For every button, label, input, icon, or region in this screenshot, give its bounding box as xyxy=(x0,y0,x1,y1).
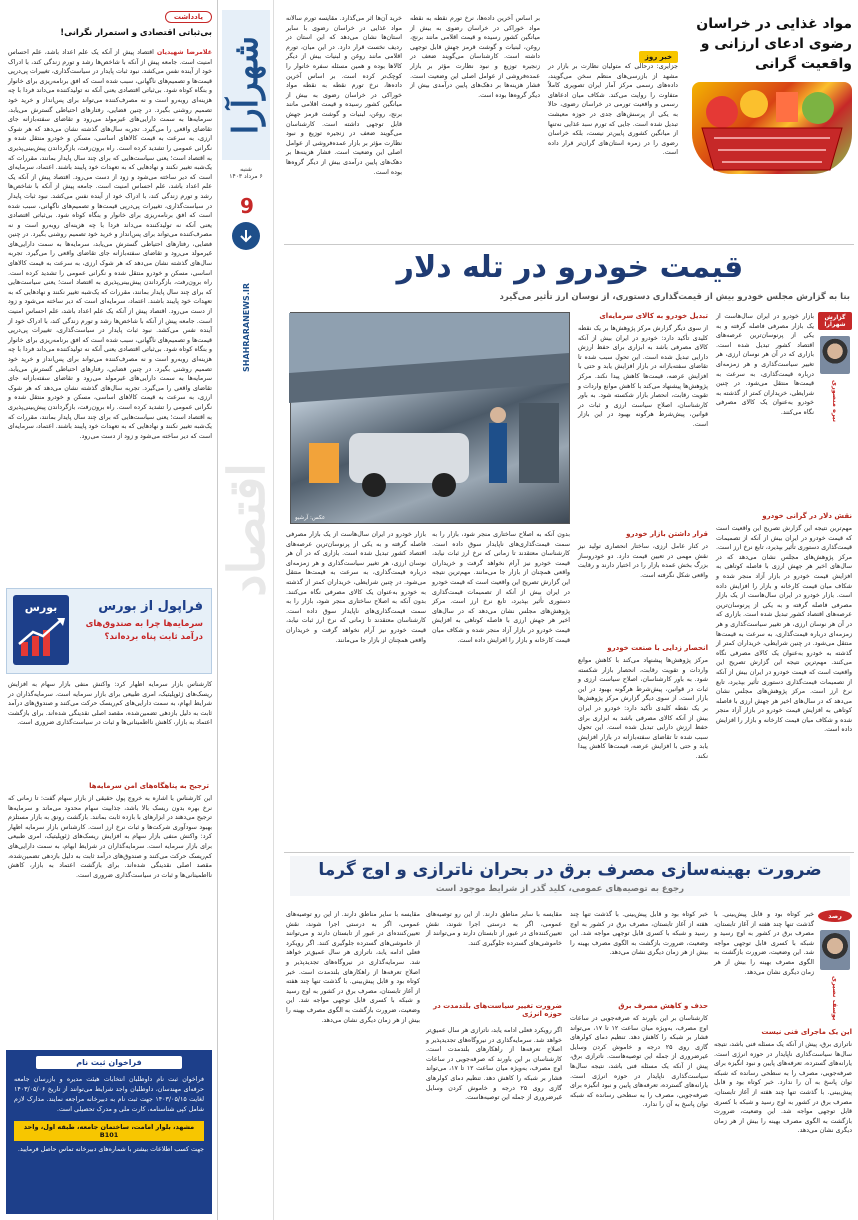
power-col-left-cont2: خبر کوتاه بود و قابل پیش‌بینی. با گذشت تنها چند هفته از آغاز تابستان، مصرف برق در کشور به اوج رسید و شبکه با کسری قابل توجهی مواجه شد. این وضعیت، ضرورت بازگشت به الگوی مصرف بهینه را بیش از هر زمان دیگری نشان می‌دهد. xyxy=(286,968,420,1024)
note-text-repeat: اقتصاد پیش از آنکه یک علم اعداد باشد، علم احساس امنیت است. جامعه پیش از آنکه با شاخص‌ها رشد و تورم زندگی کند، با ادراک خود از آینده نفس می‌کشد. نبود ثبات پایدار در سیاست‌گذاری، تغییرات پی‌درپی قیمت‌ها و تصمیم‌های ناگهانی، سبب شده است که افق برنامه‌ریزی برای خانوار و بنگاه کوتاه شود. بی‌ثباتی اقتصادی یعنی آنکه نه تولیدکننده می‌داند فردا با چه هزینه‌ای روبه‌رو است و نه مصرف‌کننده می‌تواند برای پس‌انداز و خرید خود تصمیم روشنی بگیرد. در چنین فضایی، رفتارهای احتیاطی گسترش می‌یابد، سرمایه‌ها به سمت دارایی‌های غیرمولد می‌رود و تقاضای سفته‌بازانه جای تقاضای واقعی را می‌گیرد. تجربه سال‌های گذشته نشان می‌دهد که هر شوک ارزی، به سرعت به قیمت کالاهای اساسی، مسکن و خودرو منتقل شده و نگرانی عمومی را تشدید کرده است. راه برون‌رفت، بازگرداندن پیش‌بینی‌پذیری به اقتصاد است؛ یعنی سیاست‌هایی که برای چند سال پایدار بمانند، مقررات که یک‌شبه تغییر نکنند و نهادهایی که به تعهدات خود پایبند باشند. اعتماد، سرمایه‌ای است که دیر ساخته می‌شود و زود از دست می‌رود. xyxy=(8,173,212,316)
note-text: اقتصاد پیش از آنکه یک علم اعداد باشد، علم احساس امنیت است. جامعه پیش از آنکه با شاخص‌ها رشد و تورم زندگی کند، با ادراک خود از آینده نفس می‌کشد. نبود ثبات پایدار در سیاست‌گذاری، تغییرات پی‌درپی قیمت‌ها و تصمیم‌های ناگهانی، سبب شده است که افق برنامه‌ریزی برای خانوار و بنگاه کوتاه شود. بی‌ثباتی اقتصادی یعنی آنکه نه تولیدکننده می‌داند فردا با چه هزینه‌ای روبه‌رو است و نه مصرف‌کننده می‌تواند برای پس‌انداز و خرید خود تصمیم روشنی بگیرد. در چنین فضایی، رفتارهای احتیاطی گسترش می‌یابد، سرمایه‌ها به سمت دارایی‌های غیرمولد می‌رود و تقاضای سفته‌بازانه جای تقاضای واقعی را می‌گیرد. تجربه سال‌های گذشته نشان می‌دهد که هر شوک ارزی، به سرعت به قیمت کالاهای اساسی، مسکن و خودرو منتقل شده و نگرانی عمومی را تشدید کرده است. راه برون‌رفت، بازگرداندن پیش‌بینی‌پذیری به اقتصاد است؛ یعنی سیاست‌هایی که برای چند سال پایدار بمانند، مقررات که یک‌شبه تغییر نکنند و نهادهایی که به تعهدات خود پایبند باشند. اعتماد، سرمایه‌ای است که دیر ساخته می‌شود و زود از دست می‌رود. xyxy=(8,49,212,181)
reporter-photo xyxy=(820,336,850,374)
car-col-mid-head: تبدیل خودرو به کالای سرمایه‌ای xyxy=(599,312,708,320)
divider xyxy=(284,244,854,245)
car-col-mid3 xyxy=(578,656,708,850)
power-col-mid2-cont: کارشناسان بر این باورند که صرفه‌جویی در ساعات اوج مصرف، به‌ویژه میان ساعت ۱۲ تا ۱۷، می‌تواند فشار بر شبکه را کاهش دهد. تنظیم دمای کولرهای گازی روی ۲۵ درجه و خاموش کردن وسایل غیرضروری از جمله این توصیه‌هاست. xyxy=(426,1055,562,1102)
bourse-heading xyxy=(69,599,203,644)
car-col-right-cont: بازار خودرو در ایران سال‌هاست از یک بازار مصرفی فاصله گرفته و به یکی از پرنوسان‌ترین عرصه‌های اقتصاد کشور تبدیل شده است. بازاری که در آن هر نوسان ارزی، هر تغییر سیاست‌گذاری و هر زمزمه‌ای درباره قیمت‌گذاری، به سرعت به قیمت‌ها منتقل می‌شود. در چنین شرایطی، خریداران کمتر از گذشته به خودرو به‌عنوان یک کالای مصرفی نگاه می‌کنند. xyxy=(716,592,852,667)
logo-block xyxy=(222,10,270,160)
bourse-body2-text: این کارشناس با اشاره به خروج پول حقیقی از بازار سهام گفت: تا زمانی که نرخ بهره بدون ریسک بالا باشد، جذابیت سهام محدود می‌ماند و سرمایه‌ها ترجیح می‌دهند در ابزارهای با بازده ثابت بمانند. بازگشت رونق به بازار مستلزم بهبود سودآوری شرکت‌ها و ثبات نرخ ارز است. xyxy=(8,795,212,831)
ad-body: فراخوان ثبت نام داوطلبان انتخابات هیئت مدیره و بازرسان جامعه حرفه‌ای مهندسان، داوطلبان واجد شرایط می‌توانند از تاریخ ۱۴۰۳/۰۵/۰۶ لغایت ۱۴۰۳/۰۵/۱۵ جهت ثبت نام به دبیرخانه مراجعه نمایند. مدارک لازم شامل کپی شناسنامه، کارت ملی و مدرک تحصیلی است. xyxy=(14,1076,204,1113)
car-col-left-a-cont: مهم‌ترین نتیجه این گزارش تصریح این واقعیت است که قیمت خودرو در ایران بیش از آنکه از تصمیمات قیمت‌گذاری دستوری تأثیر بپذیرد، تابع نرخ ارز است. مرکز پژوهش‌های مجلس نشان می‌دهد که در سال‌های اخیر هر جهش ارزی با فاصله کوتاهی به افزایش قیمت خودرو در بازار آزاد منجر شده و شکاف میان قیمت کارخانه و بازار را افزایش داده است. xyxy=(432,569,570,644)
power-col-mid-cont: ناترازی برق، پیش از آنکه یک مسئله فنی باشد، نتیجه سال‌ها سیاست‌گذاری ناپایدار در حوزه انرژی است. یارانه‌های گسترده، تعرفه‌های پایین و نبود انگیزه برای صرفه‌جویی، مصرف را به سطحی رسانده که شبکه توان پاسخ به آن را ندارد. xyxy=(570,1053,708,1109)
date-block xyxy=(222,166,270,180)
food-body-left-text: خرید آن‌ها اثر می‌گذارد. مقایسه تورم سالانه مواد غذایی در خراسان رضوی با سایر استان‌ها نشان می‌دهد که این استان در ردیف نخست قرار دارد. در این میان، تورم اقلامی مانند روغن و لبنیات بیش از دیگر کالاها بوده و همین مسئله سفره خانوار را کوچک‌تر کرده است. xyxy=(286,15,402,80)
food-body-right: جزایری: درحالی که متولیان نظارت بر بازار در مشهد از بازرسی‌های منظم سخن می‌گویند، داده‌های رسمی مرکز آمار ایران تصویری کاملاً متفاوت را روایت می‌کند. شکاف میان ادعاهای رسمی و واقعیت تورمی در خراسان رضوی، حالا به یکی از پرسش‌های جدی در حوزه معیشت تبدیل شده است. جایی که تورم سبد غذایی نه‌تنها از میانگین کشوری پایین‌تر نیست، بلکه خراسان رضوی را در زمره استان‌های گران‌تر قرار داده است. xyxy=(548,63,678,157)
food-body-mid: بر اساس آخرین داده‌ها، نرخ تورم نقطه به نقطه مواد خوراکی در خراسان رضوی به بیش از میانگین کشور رسیده و قیمت اقلامی مانند برنج، روغن، لبنیات و گوشت قرمز جهش قابل توجهی داشته است. کارشناسان می‌گویند ضعف در زنجیره توزیع و نبود نظارت مؤثر بر بازار عمده‌فروشی از عوامل اصلی این وضعیت است. فشار هزینه‌ها بر دهک‌های پایین درآمدی بیش از دیگر گروه‌ها بوده است. xyxy=(410,15,540,99)
car-col-left-a xyxy=(432,530,570,850)
food-feature xyxy=(686,14,852,232)
power-tag-wrap xyxy=(818,910,852,1020)
power-lead: خبر کوتاه بود و قابل پیش‌بینی. با گذشت تنها چند هفته از آغاز تابستان، مصرف برق در کشور به اوج رسید و شبکه با کسری قابل توجهی مواجه شد. این وضعیت، ضرورت بازگشت به الگوی مصرف بهینه را بیش از هر زمان دیگری نشان می‌دهد. xyxy=(714,911,814,976)
car-col-mid2: در کنار عامل ارزی، ساختار انحصاری تولید نیز نقش مهمی در تعیین قیمت دارد. دو خودروساز بزرگ بخش عمده بازار را در اختیار دارند و رقابت واقعی شکل نگرفته است. xyxy=(578,543,708,579)
car-col-left-b xyxy=(286,530,426,850)
power-col-mid-top: خبر کوتاه بود و قابل پیش‌بینی. با گذشت تنها چند هفته از آغاز تابستان، مصرف برق در کشور به اوج رسید و شبکه با کسری قابل توجهی مواجه شد. این وضعیت، ضرورت بازگشت به الگوی مصرف بهینه را بیش از هر زمان دیگری نشان می‌دهد. xyxy=(570,911,708,957)
power-col-left-top: مقایسه با سایر مناطق دارند. از این رو توصیه‌های عمومی، اگر به درستی اجرا شوند، نقش تعیین‌کننده‌ای در عبور از تابستان دارند و می‌توانند از خاموشی‌های گسترده جلوگیری کنند. xyxy=(426,911,562,947)
power-col-mid2-head: ضرورت تغییر سیاست‌های بلندمدت در حوزه انرژی xyxy=(433,1002,562,1018)
masthead-strip xyxy=(218,0,274,1220)
bourse-subhead: ترجیح به پناهگاه‌های امن سرمایه‌ها xyxy=(89,782,209,790)
car-lead: بازار خودرو در ایران سال‌هاست از یک بازار مصرفی فاصله گرفته و به یکی از پرنوسان‌ترین عرصه‌های اقتصاد کشور تبدیل شده است. بازاری که در آن هر نوسان ارزی، هر تغییر سیاست‌گذاری و هر زمزمه‌ای درباره قیمت‌گذاری، به سرعت به قیمت‌ها منتقل می‌شود. در چنین شرایطی، خریداران کمتر از گذشته به خودرو به‌عنوان یک کالای مصرفی نگاه می‌کنند. xyxy=(716,313,814,416)
bourse-badge xyxy=(13,595,69,665)
car-col-right-head: نقش دلار در گرانی خودرو xyxy=(762,512,852,520)
car-headline: قیمت خودرو در تله دلار xyxy=(396,250,744,285)
car-col-left-b-cont: بدون آنکه به اصلاح ساختاری منجر شود، بازار را به سمت قیمت‌گذاری‌های ناپایدار سوق داده است. کارشناسان معتقدند تا زمانی که نرخ ارز ثبات نیابد، قیمت خودرو نیز آرام نخواهد گرفت و خریداران واقعی همچنان از بازار جا می‌مانند. xyxy=(286,598,426,644)
power-col-right-text: ناترازی برق، پیش از آنکه یک مسئله فنی باشد، نتیجه سال‌ها سیاست‌گذاری ناپایدار در حوزه انرژی است. یارانه‌های گسترده، تعرفه‌های پایین و نبود انگیزه برای صرفه‌جویی، مصرف را به سطحی رسانده که شبکه توان پاسخ به آن را ندارد. xyxy=(714,1041,852,1087)
power-col-mid2-text: اگر رویکرد فعلی ادامه یابد، ناترازی هر سال عمیق‌تر خواهد شد. سرمایه‌گذاری در نیروگاه‌های تجدیدپذیر و اصلاح تعرفه‌ها از راهکارهای بلندمدت است. xyxy=(426,1027,562,1054)
power-col-right-cont: خبر کوتاه بود و قابل پیش‌بینی. با گذشت تنها چند هفته از آغاز تابستان، مصرف برق در کشور به اوج رسید و شبکه با کسری قابل توجهی مواجه شد. این وضعیت، ضرورت بازگشت به الگوی مصرف بهینه را بیش از هر زمان دیگری نشان می‌دهد. xyxy=(714,1079,852,1135)
grocery-basket-image xyxy=(692,82,852,174)
bourse-kicker: فراپول از بورس xyxy=(98,599,203,614)
food-title: مواد غذایی در خراسان رضوی ادعای ارزانی و واقعیت گرانی xyxy=(696,16,852,72)
note-tag: یادداشت xyxy=(165,11,212,23)
power-tag: رصد xyxy=(818,910,852,922)
car-col-right-text: مهم‌ترین نتیجه این گزارش تصریح این واقعیت است که قیمت خودرو در ایران بیش از آنکه از تصمیمات قیمت‌گذاری دستوری تأثیر بپذیرد، تابع نرخ ارز است. مرکز پژوهش‌های مجلس نشان می‌دهد که در سال‌های اخیر هر جهش ارزی با فاصله کوتاهی به افزایش قیمت خودرو در بازار آزاد منجر شده و شکاف میان قیمت کارخانه و بازار را افزایش داده است. xyxy=(716,525,852,600)
site-url[interactable]: SHAHRARANEWS.IR xyxy=(241,282,251,372)
registration-ad xyxy=(6,1050,212,1214)
car-col-left-a-text: بدون آنکه به اصلاح ساختاری منجر شود، بازار را به سمت قیمت‌گذاری‌های ناپایدار سوق داده است. کارشناسان معتقدند تا زمانی که نرخ ارز ثبات نیابد، قیمت خودرو نیز آرام نخواهد گرفت و خریداران واقعی همچنان از بازار جا می‌مانند. xyxy=(432,531,570,577)
bourse-body2-cont: کارشناس بازار سرمایه اظهار کرد: واکنش منفی بازار سهام به افزایش ریسک‌های ژئوپلیتیک، امری طبیعی برای بازار سرمایه است. سرمایه‌گذاران در شرایط ابهام، به سمت دارایی‌های کم‌ریسک حرکت می‌کنند و صندوق‌های درآمد ثابت به دلیل بازدهی تضمین‌شده، مقصد اصلی نقدینگی شده‌اند. برای بازگشت اعتماد به بازار، کاهش نااطمینانی‌ها و ثبات در سیاست‌گذاری ضروری است. xyxy=(8,823,212,879)
divider-2 xyxy=(284,852,854,853)
car-tag: گزارش شهرآرا xyxy=(818,312,852,330)
power-reporter: یوسف نصیری xyxy=(831,976,839,1021)
power-col-mid xyxy=(570,1014,708,1214)
bourse-body2 xyxy=(8,794,212,972)
section-word-block xyxy=(216,400,276,660)
car-col-mid-cont: مرکز پژوهش‌ها پیشنهاد می‌کند با کاهش موانع واردات و تقویت رقابت، انحصار بازار شکسته شود. به باور کارشناسان، اصلاح سیاست ارزی و ثبات در قوانین، پیش‌شرط هرگونه بهبود در این بازار است. xyxy=(578,372,708,428)
power-col-left xyxy=(286,910,420,1214)
power-reporter-photo xyxy=(820,930,850,970)
issue-day: شنبه xyxy=(240,166,252,173)
bourse-body: کارشناس بازار سرمایه اظهار کرد: واکنش منفی بازار سهام به افزایش ریسک‌های ژئوپلیتیک، امری طبیعی برای بازار سرمایه است. سرمایه‌گذاران در شرایط ابهام، به سمت دارایی‌های کم‌ریسک حرکت می‌کنند و صندوق‌های درآمد ثابت به دلیل بازدهی تضمین‌شده، مقصد اصلی نقدینگی شده‌اند. برای بازگشت اعتماد به بازار، کاهش نااطمینانی‌ها و ثبات در سیاست‌گذاری ضروری است. xyxy=(8,681,212,727)
car-col-mid2-head: قرار داشتن بازار خودرو xyxy=(626,530,708,538)
car-col-left-b-text: بازار خودرو در ایران سال‌هاست از یک بازار مصرفی فاصله گرفته و به یکی از پرنوسان‌ترین عرصه‌های اقتصاد کشور تبدیل شده است. بازاری که در آن هر نوسان ارزی، هر تغییر سیاست‌گذاری و هر زمزمه‌ای درباره قیمت‌گذاری، به سرعت به قیمت‌ها منتقل می‌شود. در چنین شرایطی، خریداران کمتر از گذشته به خودرو به‌عنوان یک کالای مصرفی نگاه می‌کنند. xyxy=(286,531,426,596)
food-tag-wrap xyxy=(638,44,678,63)
note-header xyxy=(8,4,212,44)
ad-footer: جهت کسب اطلاعات بیشتر با شماره‌های دبیرخانه تماس حاصل فرمایید. xyxy=(17,1146,204,1153)
site-url-block xyxy=(220,262,272,392)
main-content xyxy=(280,0,858,1220)
power-col-mid2 xyxy=(426,1026,562,1214)
power-col-left-cont: اگر رویکرد فعلی ادامه یابد، ناترازی هر سال عمیق‌تر خواهد شد. سرمایه‌گذاری در نیروگاه‌های تجدیدپذیر و اصلاح تعرفه‌ها از راهکارهای بلندمدت است. xyxy=(286,939,420,976)
car-reporter: نیره منصوری xyxy=(831,380,839,423)
power-col-left-text: مقایسه با سایر مناطق دارند. از این رو توصیه‌های عمومی، اگر به درستی اجرا شوند، نقش تعیین‌کننده‌ای در عبور از تابستان دارند و می‌توانند از خاموشی‌های گسترده جلوگیری کنند. xyxy=(286,911,420,947)
power-col-right-head: این یک ماجرای فنی نیست xyxy=(761,1028,852,1036)
car-col-mid xyxy=(578,324,708,524)
photo-credit: عکس: آرشیو xyxy=(295,515,326,521)
car-col-mid3-text: مرکز پژوهش‌ها پیشنهاد می‌کند با کاهش موانع واردات و تقویت رقابت، انحصار بازار شکسته شود. به باور کارشناسان، اصلاح سیاست ارزی و ثبات در قوانین، پیش‌شرط هرگونه بهبود در این بازار است. xyxy=(578,657,708,703)
note-author: غلامرضا شهیدیان xyxy=(156,49,212,56)
car-col-mid3-head: انحصار زدایی با صنعت خودرو xyxy=(607,644,708,652)
bourse-box xyxy=(6,588,212,674)
power-subtitle: رجوع به توصیه‌های عمومی، کلید گذر از شرایط موجود است xyxy=(435,884,685,894)
arrow-down-icon xyxy=(232,222,260,250)
car-factory-photo xyxy=(290,312,570,524)
food-tag: خبر روز xyxy=(639,51,678,63)
car-tag-wrap xyxy=(818,312,852,422)
bourse-badge-label: بورس xyxy=(24,601,58,614)
food-body-left-cont: بر اساس آخرین داده‌ها، نرخ تورم نقطه به نقطه مواد خوراکی در خراسان رضوی به بیش از میانگین کشور رسیده و قیمت اقلامی مانند برنج، روغن، لبنیات و گوشت قرمز جهش قابل توجهی داشته است. کارشناسان می‌گویند ضعف در زنجیره توزیع و نبود نظارت مؤثر بر بازار عمده‌فروشی از عوامل اصلی این وضعیت است. فشار هزینه‌ها بر دهک‌های پایین درآمدی بیش از دیگر گروه‌ها بوده است. xyxy=(286,72,402,176)
car-col-right-cont2: مهم‌ترین نتیجه این گزارش تصریح این واقعیت است که قیمت خودرو در ایران بیش از آنکه از تصمیمات قیمت‌گذاری دستوری تأثیر بپذیرد، تابع نرخ ارز است. مرکز پژوهش‌های مجلس نشان می‌دهد که در سال‌های اخیر هر جهش ارزی با فاصله کوتاهی به افزایش قیمت خودرو در بازار آزاد منجر شده و شکاف میان قیمت کارخانه و بازار را افزایش داده است. xyxy=(716,659,852,734)
section-word: اقتصاد xyxy=(216,463,276,597)
logo: شهرآرا xyxy=(226,35,266,135)
ad-title: فراخوان ثبت نام xyxy=(36,1056,182,1069)
car-subtitle: بنا به گزارش مجلس خودرو بیش از قیمت‌گذاری دستوری، از نوسان ارز تأثیر می‌گیرد xyxy=(499,292,850,302)
car-col-mid3-cont: از سوی دیگر گزارش مرکز پژوهش‌ها بر یک نقطه کلیدی تأکید دارد: خودرو در ایران بیش از آنکه کالای مصرفی باشد به ابزاری برای حفظ ارزش دارایی تبدیل شده است. این تحول سبب شده تا تقاضای سفته‌بازانه در بازار افزایش یابد و حتی با افزایش عرضه، قیمت‌ها کاهش پیدا نکند. xyxy=(578,695,708,760)
note-body xyxy=(8,48,212,574)
power-headline: ضرورت بهینه‌سازی مصرف برق در بحران ناترازی و اوج گرما xyxy=(318,860,822,880)
power-col-mid-head: حذف و کاهش مصرف برق xyxy=(618,1002,708,1010)
note-text-repeat2: اقتصاد پیش از آنکه یک علم اعداد باشد، علم احساس امنیت است. جامعه پیش از آنکه با شاخص‌ها رشد و تورم زندگی کند، با ادراک خود از آینده نفس می‌کشد. نبود ثبات پایدار در سیاست‌گذاری، تغییرات پی‌درپی قیمت‌ها و تصمیم‌های ناگهانی، سبب شده است که افق برنامه‌ریزی برای خانوار و بنگاه کوتاه شود. بی‌ثباتی اقتصادی یعنی آنکه نه تولیدکننده می‌داند فردا با چه هزینه‌ای روبه‌رو است و نه مصرف‌کننده می‌تواند برای پس‌انداز و خرید خود تصمیم روشنی بگیرد. در چنین فضایی، رفتارهای احتیاطی گسترش می‌یابد، سرمایه‌ها به سمت دارایی‌های غیرمولد می‌رود و تقاضای سفته‌بازانه جای تقاضای واقعی را می‌گیرد. تجربه سال‌های گذشته نشان می‌دهد که هر شوک ارزی، به سرعت به قیمت کالاهای اساسی، مسکن و خودرو منتقل شده و نگرانی عمومی را تشدید کرده است. راه برون‌رفت، بازگرداندن پیش‌بینی‌پذیری به اقتصاد است؛ یعنی سیاست‌هایی که برای چند سال پایدار بمانند، مقررات که یک‌شبه تغییر نکنند و نهادهایی که به تعهدات خود پایبند باشند. اعتماد، سرمایه‌ای است که دیر ساخته می‌شود و زود از دست می‌رود. xyxy=(8,308,212,440)
food-body-left xyxy=(286,14,402,242)
power-col-mid-text: کارشناسان بر این باورند که صرفه‌جویی در ساعات اوج مصرف، به‌ویژه میان ساعت ۱۲ تا ۱۷، می‌تواند فشار بر شبکه را کاهش دهد. تنظیم دمای کولرهای گازی روی ۲۵ درجه و خاموش کردن وسایل غیرضروری از جمله این توصیه‌هاست. xyxy=(570,1015,709,1061)
note-title: بی‌ثباتی اقتصادی و استمرار نگرانی! xyxy=(60,28,212,38)
ad-address: مشهد، بلوار امامت، ساختمان جامعه، طبقه اول، واحد B101 xyxy=(14,1121,204,1141)
page-number: 9 xyxy=(240,194,254,218)
car-col-right xyxy=(716,524,852,850)
chart-up-icon xyxy=(13,614,69,660)
car-col-mid-text: از سوی دیگر گزارش مرکز پژوهش‌ها بر یک نقطه کلیدی تأکید دارد: خودرو در ایران بیش از آنکه کالای مصرفی باشد به ابزاری برای حفظ ارزش دارایی تبدیل شده است. این تحول سبب شده تا تقاضای سفته‌بازانه در بازار افزایش یابد و حتی با افزایش عرضه، قیمت‌ها کاهش پیدا نکند. xyxy=(578,325,708,380)
bourse-title: سرمایه‌ها چرا به صندوق‌های درآمد ثابت پناه برده‌اند؟ xyxy=(85,619,203,642)
power-col-right xyxy=(714,1040,852,1214)
sidebar-column xyxy=(0,0,218,1220)
issue-date: ۶ مرداد ۱۴۰۳ xyxy=(229,173,263,180)
